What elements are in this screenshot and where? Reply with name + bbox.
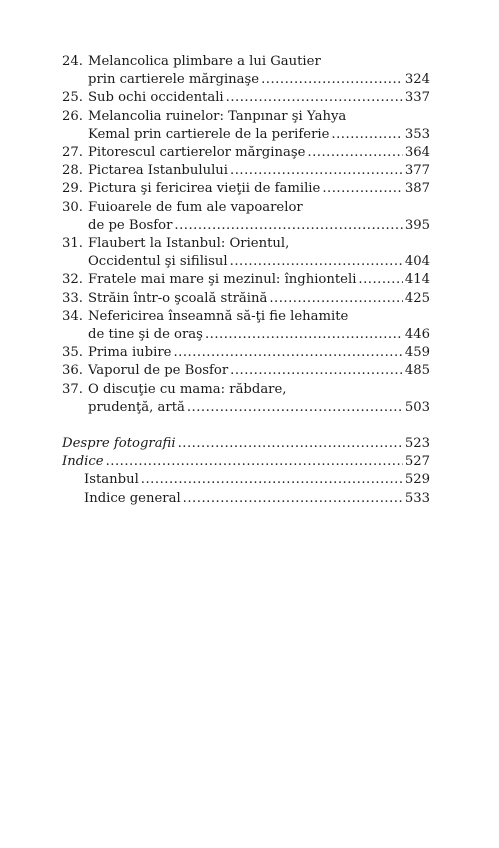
chapter-title-line: O discuţie cu mama: răbdare,	[88, 381, 287, 397]
chapter-title-line: Pitorescul cartierelor mărginaşe	[88, 145, 306, 161]
chapter-number: 26.	[62, 108, 83, 124]
dot-leader	[261, 71, 403, 89]
page-number: 527	[404, 454, 430, 470]
page-number: 324	[404, 72, 430, 88]
dot-leader	[358, 271, 402, 289]
chapter-title-line: Melancolica plimbare a lui Gautier	[88, 54, 321, 69]
dot-leader	[187, 399, 403, 417]
chapter-title-line: Kemal prin cartierele de la periferie	[88, 126, 330, 142]
chapter-title-line: de pe Bosfor	[88, 217, 173, 233]
page-number: 404	[404, 254, 430, 270]
page-number: 414	[404, 272, 430, 288]
chapter-number: 36.	[62, 363, 83, 379]
toc-entry-33	[62, 290, 430, 308]
chapter-number: 28.	[62, 163, 83, 179]
dot-leader	[141, 471, 403, 489]
page-number: 353	[404, 126, 430, 142]
chapter-number: 30.	[62, 199, 83, 215]
chapter-title-line: Fratele mai mare şi mezinul: înghionteli	[88, 272, 357, 288]
chapter-number: 35.	[62, 345, 83, 361]
chapter-title-line: Nefericirea înseamnă să-ţi fie lehamite	[88, 308, 349, 324]
chapter-title-line: Flaubert la Istanbul: Orientul,	[88, 236, 290, 252]
dot-leader	[307, 144, 402, 162]
page-number: 387	[404, 181, 430, 197]
dot-leader	[269, 290, 402, 308]
chapter-number: 37.	[62, 381, 83, 397]
chapter-number: 27.	[62, 145, 83, 161]
toc-entry-index-general	[62, 490, 430, 508]
dot-leader	[173, 344, 402, 362]
dot-leader	[178, 435, 403, 453]
chapter-title-line: prin cartierele mărginaşe	[88, 72, 260, 88]
chapter-title-line: Melancolia ruinelor: Tanpınar şi Yahya	[88, 108, 347, 124]
toc-entry-34	[62, 308, 430, 344]
toc-entry-27	[62, 144, 430, 162]
chapter-number: 31.	[62, 236, 83, 252]
chapter-number: 24.	[62, 54, 83, 69]
chapter-title-line: Vaporul de pe Bosfor	[88, 363, 229, 379]
chapter-title-line: Occidentul şi sifilisul	[88, 254, 228, 270]
chapter-title-line: Pictura şi fericirea vieţii de familie	[88, 181, 321, 197]
chapter-title-line: prudenţă, artă	[88, 399, 185, 415]
toc-entry-36	[62, 362, 430, 380]
section-gap	[62, 417, 430, 435]
chapter-title-line: Pictarea Istanbulului	[88, 163, 229, 179]
dot-leader	[230, 162, 403, 180]
chapter-number: 32.	[62, 272, 83, 288]
page-number: 485	[404, 363, 430, 379]
dot-leader	[331, 126, 402, 144]
page-number: 529	[404, 472, 430, 488]
dot-leader	[226, 89, 403, 107]
chapter-title-line: Străin într-o şcoală străină	[88, 290, 268, 306]
page-number: 446	[404, 327, 430, 343]
toc-entry-index-istanbul	[62, 471, 430, 489]
toc-entry-29	[62, 180, 430, 198]
dot-leader	[106, 453, 403, 471]
chapter-number: 25.	[62, 90, 83, 106]
dot-leader	[183, 490, 403, 508]
toc-entry-index	[62, 453, 430, 471]
chapter-number: 29.	[62, 181, 83, 197]
dot-leader	[205, 326, 403, 344]
appendix-subtitle: Istanbul	[84, 472, 139, 488]
dot-leader	[174, 217, 402, 235]
page-number: 377	[404, 163, 430, 179]
toc-entry-28	[62, 162, 430, 180]
chapter-title-line: de tine şi de oraş	[88, 327, 203, 343]
dot-leader	[230, 253, 403, 271]
page-number: 533	[404, 490, 430, 506]
chapter-number: 34.	[62, 308, 83, 324]
toc-entry-37	[62, 381, 430, 417]
toc-entry-25	[62, 89, 430, 107]
appendix-subtitle: Indice general	[84, 490, 181, 506]
dot-leader	[322, 180, 403, 198]
table-of-contents	[62, 53, 430, 508]
chapter-title-line: Sub ochi occidentali	[88, 90, 224, 106]
toc-entry-26	[62, 108, 430, 144]
toc-entry-24	[62, 53, 430, 89]
page-number: 364	[404, 145, 430, 161]
page-number: 503	[404, 399, 430, 415]
toc-entry-31	[62, 235, 430, 271]
page-number: 395	[404, 217, 430, 233]
appendix-title: Despre fotografii	[62, 436, 176, 452]
page-number: 459	[404, 345, 430, 361]
toc-entry-35	[62, 344, 430, 362]
chapter-title-line: Fuioarele de fum ale vapoarelor	[88, 199, 303, 215]
appendix-title: Indice	[62, 454, 104, 470]
toc-entry-photos	[62, 435, 430, 453]
dot-leader	[230, 362, 403, 380]
page-number: 523	[404, 436, 430, 452]
chapter-title-line: Prima iubire	[88, 345, 172, 361]
page-number: 337	[404, 90, 430, 106]
toc-entry-32	[62, 271, 430, 289]
page-number: 425	[404, 290, 430, 306]
chapter-number: 33.	[62, 290, 83, 306]
toc-entry-30	[62, 199, 430, 235]
